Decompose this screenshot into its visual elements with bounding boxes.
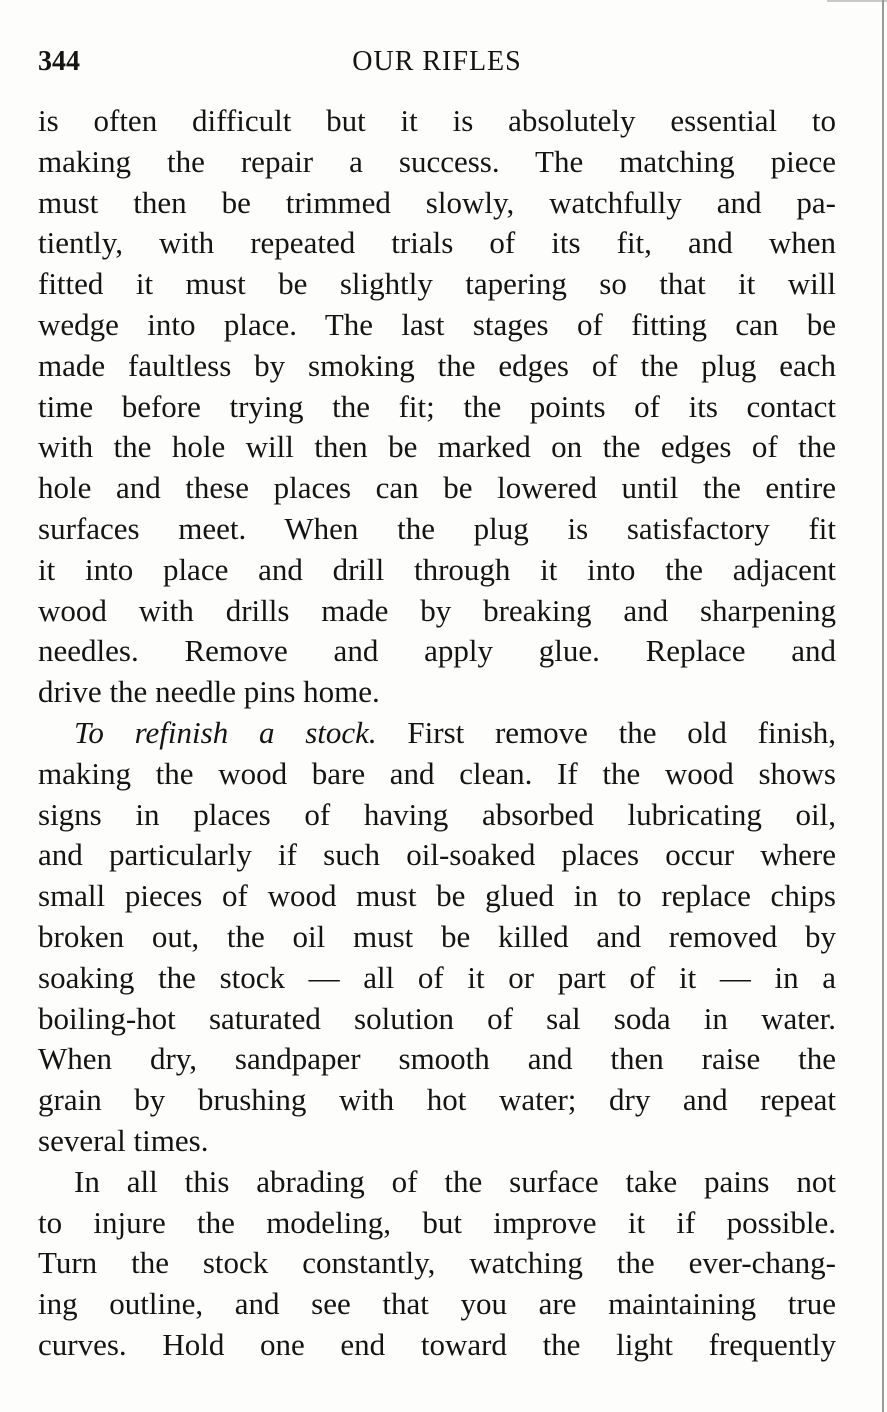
text-line: small pieces of wood must be glued in to replace chips [38, 878, 836, 914]
paragraph [38, 1162, 836, 1366]
text-line: wedge into place. The last stages of fitting can be [38, 306, 836, 342]
text-line: with the hole will then be marked on the edges of the [38, 429, 836, 465]
text-line: ing outline, and see that you are maintaining true [38, 1286, 836, 1322]
text-line: time before trying the fit; the points of its contact [38, 388, 836, 424]
text-line: fitted it must be slightly tapering so that it will [38, 266, 836, 302]
paragraph [38, 101, 836, 713]
text-line: hole and these places can be lowered until the entire [38, 470, 836, 506]
text-line: Turn the stock constantly, watching the ever-chang- [38, 1245, 836, 1281]
body-text [38, 101, 836, 1366]
running-header [38, 40, 836, 84]
text-line: to injure the modeling, but improve it if possible. [38, 1204, 836, 1240]
text-line: drive the needle pins home. [38, 674, 380, 710]
text-line: is often difficult but it is absolutely essential to [38, 103, 836, 138]
text-line: curves. Hold one end toward the light frequently [38, 1326, 836, 1362]
text-line: boiling-hot saturated solution of sal soda in water. [38, 1000, 836, 1036]
run-in-heading: To refinish a stock. [74, 714, 377, 750]
text-span: First remove the old finish, [407, 714, 837, 750]
text-line: it into place and drill through it into the adjacent [38, 551, 836, 587]
text-line: signs in places of having absorbed lubricating oil, [38, 796, 836, 832]
page-edge-right [882, 0, 884, 1412]
text-line: tiently, with repeated trials of its fit, and when [38, 225, 836, 261]
text-line: surfaces meet. When the plug is satisfactory fit [38, 510, 836, 546]
text-line: When dry, sandpaper smooth and then raise the [38, 1041, 836, 1077]
text-line: making the repair a success. The matching piece [38, 143, 836, 179]
running-title: OUR RIFLES [352, 46, 522, 77]
text-line: broken out, the oil must be killed and removed by [38, 918, 836, 954]
text-line: making the wood bare and clean. If the wood shows [38, 755, 836, 791]
text-line [38, 713, 836, 754]
text-line: In all this abrading of the surface take pains not [74, 1163, 836, 1199]
page-edge-top [827, 0, 887, 2]
paragraph [38, 713, 836, 1162]
text-line: several times. [38, 1122, 209, 1158]
text-line: grain by brushing with hot water; dry and repeat [38, 1082, 836, 1118]
text-line: must then be trimmed slowly, watchfully and pa- [38, 184, 836, 220]
text-line: and particularly if such oil-soaked places occur where [38, 837, 836, 873]
page-number: 344 [38, 46, 80, 77]
text-line: made faultless by smoking the edges of the plug each [38, 347, 836, 383]
text-line: wood with drills made by breaking and sharpening [38, 592, 836, 628]
text-line: needles. Remove and apply glue. Replace and [38, 633, 836, 669]
text-line: soaking the stock — all of it or part of it — in a [38, 959, 836, 995]
